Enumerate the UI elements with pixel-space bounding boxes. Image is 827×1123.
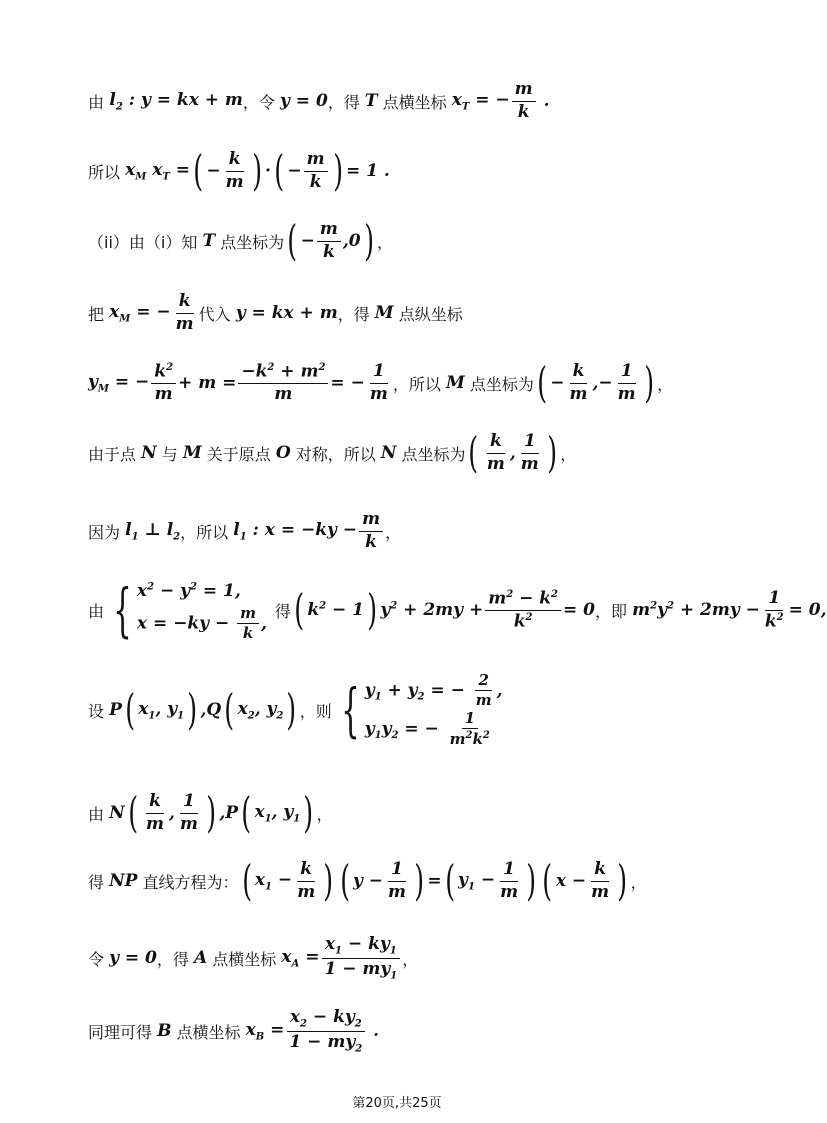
math-line-3: （ii）由（i）知 T 点坐标为 ( − $\frac{m}{k}$ ,0 ) ， [88, 216, 393, 266]
math-line-10: 由 N ( $\frac{k}{m}$ , $\frac{1}{m}$ ) ,P ( $x_1$, $y_1$ ) ， [88, 788, 333, 838]
math-line-13: 同理可得 B 点横坐标 $x_B$ = $\frac{x_2 - ky_2}{1 - my_2}$ . [88, 1007, 380, 1055]
math-line-4: 把 $x_M$ = − $\frac{k}{m}$ 代入 y = kx + m ，得 M 点纵坐标 [88, 291, 463, 334]
math-line-11: 得 NP 直线方程为： ( $x_1$ − $\frac{k}{m}$ ) ( y − $\frac{1}{m}$ ) = ( $y_1$ − $\frac{1}{m}$ ) ( x − $\frac{k}{m}$ ) ， [88, 856, 647, 906]
math-line-1: 由 $l_2$ : y = kx + m ，令 y = 0 ，得 T 点横坐标 $x_T$ = − $\frac{m}{k}$ . [88, 79, 550, 122]
math-line-9: 设 P ( $x_1$, $y_1$ ) ,Q ( $x_2$, $y_2$ ) ，则 { $y_1 + y_2$ = − $\frac{2}{m}$ , $y_1y_2$ = − $\frac{1}{m^2k^2}$ [88, 671, 503, 748]
math-line-8: 由 { $x^2 - y^2 = 1$, x = −ky − $\frac{m}{k}$ , 得 ( $k^2 - 1$ ) $y^2 + 2my$ + $\frac{m^2 - k^2}{k^2}$ = 0 ，即 $m^2y^2 + 2my$ − $\frac{1}{k^2}$ = 0, [88, 576, 827, 645]
math-line-12: 令 y = 0 ，得 A 点横坐标 $x_A$ = $\frac{x_1 - ky_1}{1 - my_1}$ ， [88, 934, 419, 982]
math-line-7: 因为 $l_1$ ⊥ $l_2$ ，所以 $l_1$ : x = −ky − $\frac{m}{k}$ ， [88, 509, 402, 552]
math-line-2: 所以 $x_M$ $x_T$ = ( − $\frac{k}{m}$ ) · ( − $\frac{m}{k}$ ) = 1 . [88, 146, 390, 196]
page-footer: 第20页,共25页 [352, 1096, 442, 1111]
math-line-5: $y_M$ = − $\frac{k^2}{m}$ + m = $\frac{-k^2 + m^2}{m}$ = − $\frac{1}{m}$ ，所以 M 点坐标为 ( − $\frac{k}{m}$ ,− $\frac{1}{m}$ ) ， [88, 358, 674, 408]
math-line-6: 由于点 N 与 M 关于原点 O 对称，所以 N 点坐标为 ( $\frac{k}{m}$ , $\frac{1}{m}$ ) ， [88, 428, 577, 478]
